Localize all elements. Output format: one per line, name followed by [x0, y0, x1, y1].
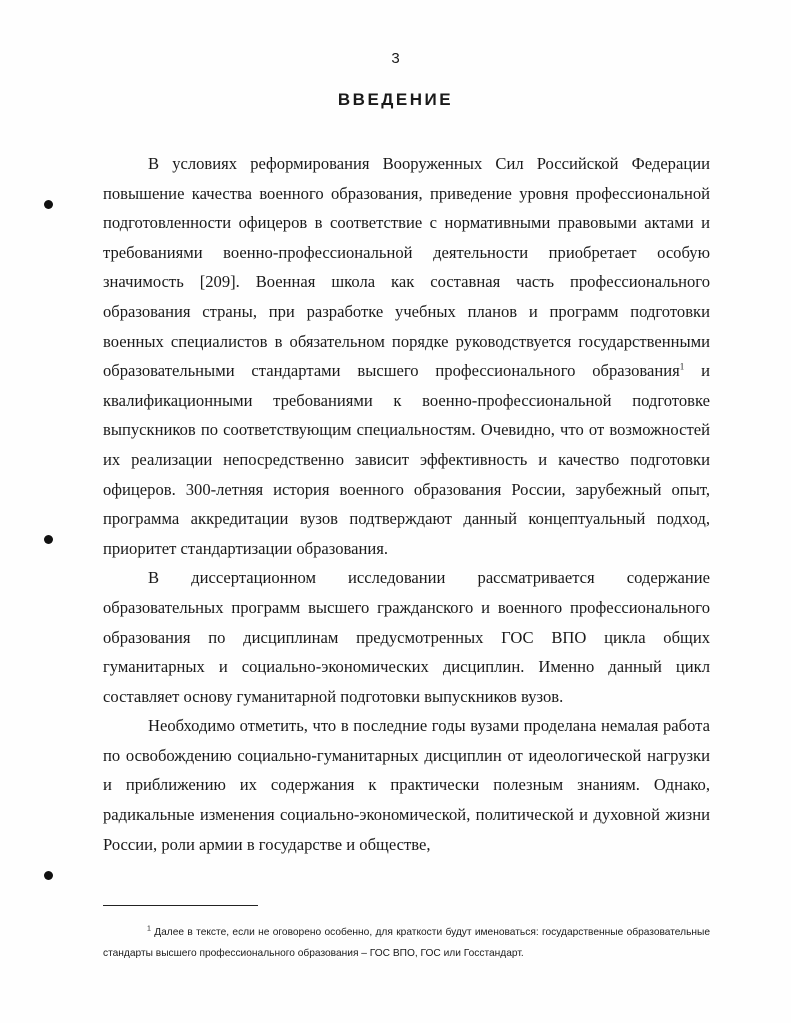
- footnote-reference: 1: [679, 361, 685, 372]
- paragraph-3: Необходимо отметить, что в последние годы вузами проделана немалая работа по освобождению социально-гуманитарных дисциплин от идеологической нагрузки и приближению их содержания к практически полезным знаниям. Однако, радикальные изменения социально-экономической, политической и духовной жизни России, роли армии в государстве и обществе,: [103, 716, 710, 854]
- paragraph-1: [103, 149, 710, 563]
- paragraph-1-text-start: В условиях реформирования Вооруженных Сил Российской Федерации повышение качества военного образования, приведение уровня профессиональной подготовленности офицеров в соответствие с нормативными правовыми актами и требованиями военно-профессиональной деятельности приобретает особую значимость [209]. Военная школа как составная часть профессионального образования страны, при разработке учебных планов и программ подготовки военных специалистов в обязательном порядке руководствуется государственными образовательными стандартами высшего профессионального образования: [103, 154, 710, 381]
- footnote-mark: 1: [147, 925, 151, 933]
- page-number: 3: [391, 50, 400, 67]
- footnote-text: Далее в тексте, если не оговорено особенно, для краткости будут именоваться: государственные образовательные стандарты высшего профессионального образования – ГОС ВПО, ГОС или Госстандарт.: [103, 927, 710, 959]
- body-text: [103, 149, 710, 859]
- footnote: [103, 922, 710, 964]
- footnote-divider: [103, 905, 258, 906]
- paragraph-1-text-end: и квалификационными требованиями к военно-профессиональной подготовке выпускников по соответствующим специальностям. Очевидно, что от возможностей их реализации непосредственно зависит эффективность и качество подготовки офицеров. 300-летняя история военного образования России, зарубежный опыт, программа аккредитации вузов подтверждают данный концептуальный подход, приоритет стандартизации образования.: [103, 361, 711, 558]
- binder-hole-mark: [44, 535, 53, 544]
- page-title: ВВЕДЕНИЕ: [337, 90, 454, 109]
- binder-hole-mark: [44, 200, 53, 209]
- paragraph-2: В диссертационном исследовании рассматривается содержание образовательных программ высшего гражданского и военного профессионального образования по дисциплинам предусмотренных ГОС ВПО цикла общих гуманитарных и социально-экономических дисциплин. Именно данный цикл составляет основу гуманитарной подготовки выпускников вузов.: [103, 568, 710, 706]
- binder-hole-mark: [44, 871, 53, 880]
